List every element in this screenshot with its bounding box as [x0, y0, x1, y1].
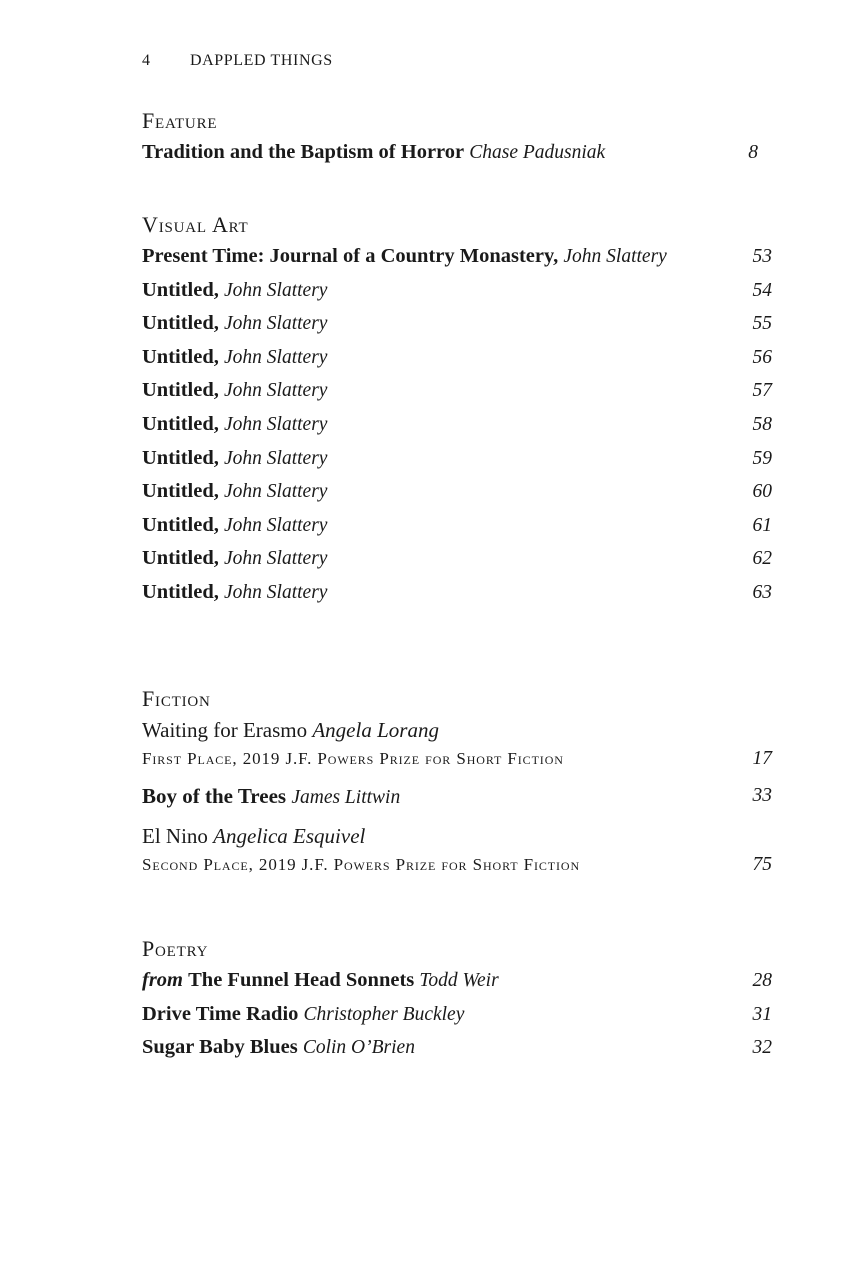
entry-author: John Slattery	[224, 413, 328, 435]
entry-author: Colin O’Brien	[302, 1037, 415, 1059]
entry-page: 75	[752, 854, 772, 875]
poetry-heading: Poetry	[142, 936, 209, 961]
entry-title: Untitled,	[142, 412, 219, 435]
fiction-section	[142, 684, 772, 886]
entry-title: Untitled,	[142, 580, 219, 603]
entry-author: Angela Lorang	[312, 718, 439, 742]
visual-art-heading: Visual Art	[142, 212, 249, 237]
toc-entry	[142, 820, 772, 878]
entry-title: Untitled,	[142, 513, 219, 536]
entry-page: 59	[752, 447, 772, 469]
entry-page: 28	[752, 970, 772, 991]
fiction-heading: Fiction	[142, 686, 211, 711]
entry-title: Untitled,	[142, 312, 219, 335]
entry-title: Boy of the Trees	[142, 784, 287, 808]
entry-title: Untitled,	[142, 278, 219, 301]
toc-entry	[142, 576, 772, 610]
entry-page: 32	[752, 1037, 772, 1059]
entry-author: Angelica Esquivel	[213, 824, 366, 848]
running-header	[142, 52, 333, 70]
entry-title: Drive Time Radio	[142, 1002, 299, 1025]
entry-author: James Littwin	[291, 787, 401, 808]
entry-author: John Slattery	[224, 447, 328, 469]
entry-author: John Slattery	[224, 380, 328, 402]
entry-author: John Slattery	[224, 279, 328, 301]
toc-entry	[142, 307, 772, 341]
toc-entry	[142, 509, 772, 543]
entry-author: Todd Weir	[419, 970, 499, 991]
entry-page: 57	[752, 380, 772, 402]
entry-author: John Slattery	[224, 481, 328, 503]
entry-title: Untitled,	[142, 345, 219, 368]
entry-title: Tradition and the Baptism of Horror	[142, 141, 465, 163]
entry-page: 62	[752, 548, 772, 570]
entry-title: Waiting for Erasmo	[142, 718, 308, 742]
toc-entry	[142, 274, 772, 308]
entry-title: El Nino	[142, 824, 208, 848]
entry-title: Sugar Baby Blues	[142, 1036, 298, 1059]
entry-page: 33	[752, 785, 772, 806]
toc-entry	[142, 341, 772, 375]
entry-author: John Slattery	[224, 346, 328, 368]
entry-page: 56	[752, 346, 772, 368]
entry-prize: First Place, 2019 J.F. Powers Prize for Short Fiction	[142, 749, 564, 768]
entry-title: The Funnel Head Sonnets	[188, 969, 415, 991]
visual-art-section	[142, 210, 772, 610]
entry-title: Untitled,	[142, 480, 219, 503]
entry-page: 8	[748, 142, 758, 163]
entry-title: Untitled,	[142, 547, 219, 570]
entry-page: 17	[752, 748, 772, 769]
toc-entry	[142, 475, 772, 509]
entry-author: John Slattery	[224, 581, 328, 603]
toc-entry	[142, 240, 772, 274]
toc-entry	[142, 442, 772, 476]
feature-heading: Feature	[142, 108, 218, 133]
entry-author: John Slattery	[224, 514, 328, 536]
entry-title: Untitled,	[142, 379, 219, 402]
entry-title: Untitled,	[142, 446, 219, 469]
page-number: 4	[142, 52, 151, 69]
entry-page: 63	[752, 581, 772, 603]
entry-page: 54	[752, 279, 772, 301]
entry-page: 31	[752, 1003, 772, 1025]
toc-entry	[142, 998, 772, 1032]
entry-author: John Slattery	[224, 313, 328, 335]
entry-author: Christopher Buckley	[303, 1003, 465, 1025]
entry-author: Chase Padusniak	[469, 142, 606, 163]
feature-section	[142, 106, 772, 170]
toc-entry	[142, 374, 772, 408]
toc-entry	[142, 964, 772, 998]
entry-prefix: from	[142, 969, 183, 991]
running-title: DAPPLED THINGS	[190, 52, 333, 69]
toc-entry	[142, 542, 772, 576]
toc-entry	[142, 714, 772, 772]
toc-entry	[142, 780, 772, 812]
entry-page: 55	[752, 313, 772, 335]
entry-page: 53	[752, 246, 772, 267]
entry-page: 58	[752, 413, 772, 435]
entry-title: Present Time: Journal of a Country Monastery,	[142, 245, 559, 267]
toc-entry	[142, 1031, 772, 1065]
toc-entry	[142, 408, 772, 442]
entry-prize: Second Place, 2019 J.F. Powers Prize for Short Fiction	[142, 855, 581, 874]
entry-author: John Slattery	[224, 548, 328, 570]
toc-entry	[142, 136, 772, 170]
entry-author: John Slattery	[563, 246, 667, 267]
entry-page: 61	[752, 514, 772, 536]
poetry-section	[142, 934, 772, 1065]
entry-page: 60	[752, 481, 772, 503]
